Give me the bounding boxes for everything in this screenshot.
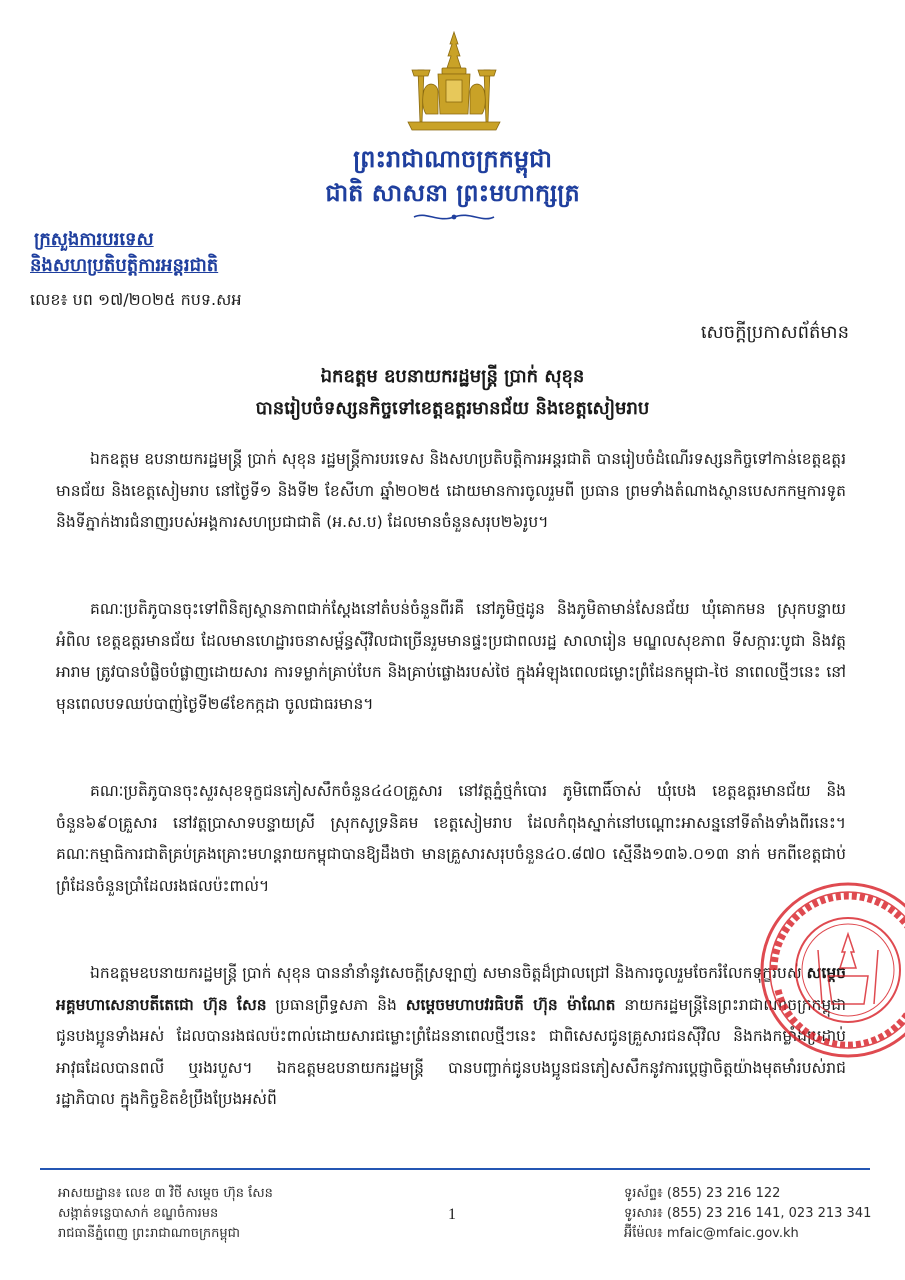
page-number: 1	[448, 1206, 456, 1223]
divider-ornament	[412, 210, 496, 224]
footer-address	[58, 1184, 273, 1244]
email-label: អ៊ីម៉ែល៖	[624, 1226, 663, 1241]
phone-label: ទូរស័ព្ទ៖	[624, 1186, 663, 1201]
ministry-name-line2: និងសហប្រតិបត្តិការអន្តរជាតិ	[30, 255, 219, 276]
national-motto: ជាតិ សាសនា ព្រះមហាក្សត្រ	[325, 179, 580, 207]
address-line: សង្កាត់ទន្លេបាសាក់ ខណ្ឌចំការមន	[58, 1206, 219, 1221]
paragraph-text-segment: ប្រធានព្រឹទ្ធសភា និង	[266, 995, 406, 1014]
samdech-hun-sen-name: សម្តេចអគ្គមហាសេនាបតីតេជោ ហ៊ុន សែន	[56, 964, 846, 1014]
body-paragraph-1	[56, 444, 846, 554]
address-line: រាជធានីភ្នំពេញ ព្រះរាជាណាចក្រកម្ពុជា	[58, 1226, 240, 1241]
fax-label: ទូរសារ៖	[624, 1206, 663, 1221]
paragraph-text-segment: នាយករដ្ឋមន្ត្រីនៃព្រះរាជាណាចក្រកម្ពុជា ជូនបងប្អូនទាំងអស់ ដែលបានរងផលប៉ះពាល់ដោយសារជម្លោះព្រំដែននាពេលថ្មីៗនេះ ជាពិសេសជូនគ្រួសារជនស៊ីវិល និងកងកម្លាំងប្រដាប់អាវុធដែលបានពលី ឬរងរបួស។ ឯកឧត្តមឧបនាយករដ្ឋមន្ត្រី បានបញ្ជាក់ជូនបងប្អូនជនភៀសសឹកនូវការប្តេជ្ញាចិត្តយ៉ាងមុតមាំរបស់រាជរដ្ឋាភិបាល ក្នុងកិច្ចខិតខំប្រឹងប្រែងអស់ពី	[56, 995, 846, 1108]
body-paragraph-3	[56, 776, 846, 917]
address-line: អាសយដ្ឋាន៖ លេខ ៣ វិថី សម្តេច ហ៊ុន សែន	[58, 1186, 273, 1201]
paragraph-text: គណៈប្រតិភូបានចុះទៅពិនិត្យស្ថានភាពជាក់ស្តែងនៅតំបន់ចំនួនពីរគឺ នៅភូមិថ្មដូន និងភូមិតាមាន់សែនជ័យ ឃុំគោកមន ស្រុកបន្ទាយអំពិល ខេត្តឧត្តរមានជ័យ ដែលមានហេដ្ឋារចនាសម្ព័ន្ធស៊ីវិលជាច្រើនរួមមានផ្ទះប្រជាពលរដ្ឋ សាលារៀន មណ្ឌលសុខភាព ទីសក្ការៈបូជា និងវត្តអារាម ត្រូវបានបំផ្លិចបំផ្លាញដោយសារ ការទម្លាក់គ្រាប់បែក និងគ្រាប់ផ្លោងរបស់ថៃ ក្នុងអំឡុងពេលជម្លោះព្រំដែនកម្ពុជា-ថៃ នាពេលថ្មីៗនេះ នៅមុនពេលបទឈប់បាញ់ថ្ងៃទី២៨ខែកក្កដា ចូលជាធរមាន។	[56, 600, 846, 713]
press-release-subtitle: បានរៀបចំទស្សនកិច្ចទៅខេត្តឧត្តរមានជ័យ និងខេត្តសៀមរាប	[255, 398, 650, 419]
paragraph-text-segment: ឯកឧត្តមឧបនាយករដ្ឋមន្ត្រី ប្រាក់ សុខុន បាននាំនាំនូវសេចក្តីស្រឡាញ់ សមានចិត្តដ៏ជ្រាលជ្រៅ និងការចូលរួមចែករំលែកទុក្ខរបស់	[90, 964, 807, 982]
body-paragraph-4	[56, 958, 846, 1131]
reference-number: លេខ៖ បព ១៧/២០២៥ កបទ.សអ	[30, 290, 242, 309]
paragraph-text	[56, 958, 846, 1116]
body-paragraph-2	[56, 594, 846, 735]
official-seal-stamp	[758, 880, 905, 1060]
royal-emblem	[398, 30, 510, 132]
paragraph-text: ឯកឧត្តម ឧបនាយករដ្ឋមន្ត្រី ប្រាក់ សុខុន រដ្ឋមន្ត្រីការបរទេស និងសហប្រតិបត្តិការអន្តរជាតិ បានរៀបចំដំណើរទស្សនកិច្ចទៅកាន់ខេត្តឧត្តរមានជ័យ និងខេត្តសៀមរាប នៅថ្ងៃទី១ និងទី២ ខែសីហា ឆ្នាំ២០២៥ ដោយមានការចូលរួមពី ប្រធាន ព្រមទាំងតំណាងស្ថានបេសកកម្មការទូត និងទីភ្នាក់ងារជំនាញរបស់អង្គការសហប្រជាជាតិ (អ.ស.ប) ដែលមានចំនួនសរុប២៦រូប។	[56, 450, 846, 531]
document-type: សេចក្តីប្រកាសព័ត៌មាន	[700, 322, 849, 343]
kingdom-title: ព្រះរាជាណាចក្រកម្ពុជា	[353, 145, 552, 173]
ministry-name: ក្រសួងការបរទេស	[34, 229, 154, 250]
email-address: mfaic@mfaic.gov.kh	[666, 1226, 799, 1241]
fax-line	[624, 1204, 871, 1224]
footer-contacts	[624, 1184, 871, 1244]
phone-number: (855) 23 216 122	[666, 1186, 781, 1201]
press-release-title: ឯកឧត្តម ឧបនាយករដ្ឋមន្ត្រី ប្រាក់ សុខុន	[320, 366, 585, 387]
footer-divider	[40, 1168, 870, 1170]
paragraph-text: គណៈប្រតិភូបានចុះសួរសុខទុក្ខជនភៀសសឹកចំនួន៤៤០គ្រួសារ នៅវត្តភ្នំថ្មកំបោរ ភូមិពោធិ៍ចាស់ ឃុំបេង ខេត្តឧត្តរមានជ័យ និងចំនួន៦៩០គ្រួសារ នៅវត្តប្រាសាទបន្ទាយស្រី ស្រុកសូទ្រនិគម ខេត្តសៀមរាប ដែលកំពុងស្នាក់នៅបណ្តោះអាសន្ននៅទីតាំងទាំងពីរនេះ។ គណៈកម្មាធិការជាតិគ្រប់គ្រងគ្រោះមហន្តរាយកម្ពុជាបានឱ្យដឹងថា មានគ្រួសារសរុបចំនួន៤០.៨៧០ ស្មើនឹង១៣៦.០១៣ នាក់ មកពីខេត្តជាប់ព្រំដែនចំនួនប្រាំដែលរងផលប៉ះពាល់។	[56, 782, 846, 895]
fax-number: (855) 23 216 141, 023 213 341	[666, 1206, 872, 1221]
email-line	[624, 1224, 871, 1244]
phone-line	[624, 1184, 871, 1204]
samdech-hun-manet-name: សម្តេចមហាបវរធិបតី ហ៊ុន ម៉ាណែត	[405, 995, 616, 1014]
